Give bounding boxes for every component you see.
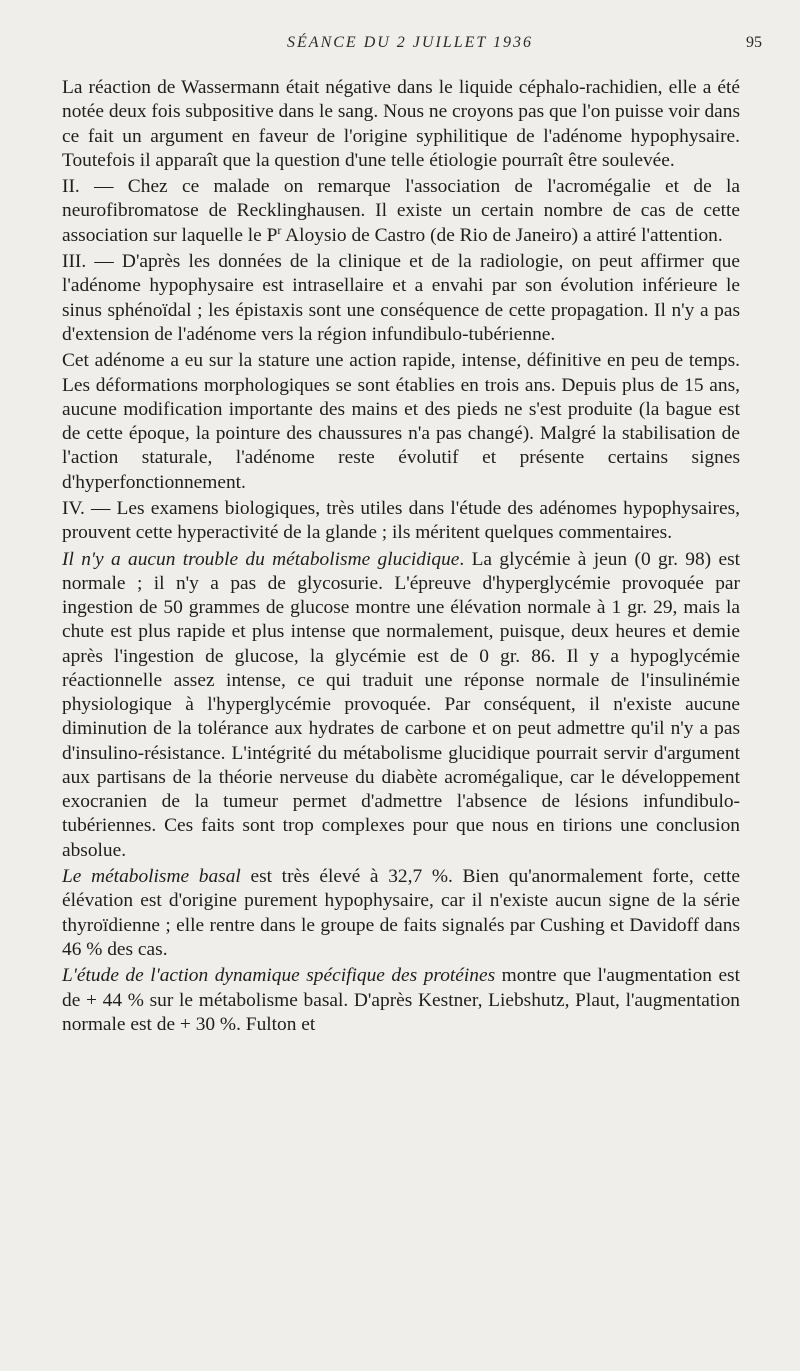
paragraph-section-ii-text: II. — Chez ce malade on remarque l'association de l'acromégalie et de la neurofibromatose de Recklinghausen. Il existe un certain nombre de cas de cette association sur laquelle le P bbox=[62, 176, 740, 246]
paragraph-glucidic bbox=[62, 548, 740, 863]
running-title: SÉANCE DU 2 JUILLET 1936 bbox=[287, 34, 533, 51]
page-number: 95 bbox=[746, 34, 762, 51]
paragraph-section-iv: IV. — Les examens biologiques, très utiles dans l'étude des adénomes hypophysaires, prouvent cette hyperactivité de la glande ; ils méritent quelques commentaires. bbox=[62, 498, 740, 544]
glucidic-text: . La glycémie à jeun (0 gr. 98) est normale ; il n'y a pas de glycosurie. L'épreuve d'hyperglycémie provoquée par ingestion de 50 grammes de glucose montre une élévation normale à 1 gr. 29, mais la chute est plus rapide et plus intense que normalement, puisque, deux heures et demie après l'ingestion de glucose, la glycémie est de 0 gr. 86. Il y a hypoglycémie réactionnelle assez intense, ce qui traduit une réponse normale de l'insulinémie physiologique à l'hyperglycémie provoquée. Par conséquent, il n'existe aucune diminution de la tolérance aux hydrates de carbone et on peut admettre qu'il n'y a pas d'insulino-résistance. L'intégrité du métabolisme glucidique pourrait servir d'argument aux partisans de la théorie nerveuse du diabète acromégalique, car le développement exocranien de la tumeur permet d'admettre l'absence de lésions infundibulo-tubériennes. Ces faits sont trop complexes pour que nous en tirions une conclusion absolue. bbox=[62, 548, 741, 861]
basal-metabolism-heading: Le métabolisme basal bbox=[62, 866, 241, 888]
paragraph-section-ii-continued: Aloysio de Castro (de Rio de Janeiro) a attiré l'attention. bbox=[281, 224, 723, 246]
paragraph-dynamic-action bbox=[62, 964, 740, 1037]
dynamic-action-text: montre que l'augmentation est de + 44 % sur le métabolisme basal. D'après Kestner, Liebshutz, Plaut, l'augmentation normale est de + 30 %. Fulton et bbox=[62, 965, 740, 1035]
paragraph-stature: Cet adénome a eu sur la stature une action rapide, intense, définitive en peu de temps. Les déformations morphologiques se sont établies en trois ans. Depuis plus de 15 ans, aucune modification importante des mains et des pieds ne s'est produite (la bague est de cette époque, la pointure des chaussures n'a pas changé). Malgré la stabilisation de l'action staturale, l'adénome reste évolutif et présente certains signes d'hyperfonctionnement. bbox=[62, 350, 740, 493]
dynamic-action-heading: L'étude de l'action dynamique spécifique des protéines bbox=[62, 965, 496, 987]
paragraph-section-ii bbox=[62, 175, 740, 248]
body-text bbox=[62, 76, 740, 1037]
professor-superscript: r bbox=[277, 222, 282, 237]
paragraph-basal-metabolism bbox=[62, 865, 740, 962]
basal-metabolism-text: est très élevé à 32,7 %. Bien qu'anormalement forte, cette élévation est d'origine purement hypophysaire, car il n'existe aucun signe de la série thyroïdienne ; elle rentre dans le groupe de faits signalés par Cushing et Davidoff dans 46 % des cas. bbox=[62, 866, 740, 960]
glucidic-heading: Il n'y a aucun trouble du métabolisme glucidique bbox=[62, 548, 460, 570]
paragraph-section-iii: III. — D'après les données de la clinique et de la radiologie, on peut affirmer que l'adénome hypophysaire est intrasellaire et a envahi par son évolution inférieure le sinus sphénoïdal ; les épistaxis sont une conséquence de cette propagation. Il n'y a pas d'extension de l'adénome vers la région infundibulo-tubérienne. bbox=[62, 251, 740, 345]
running-header bbox=[60, 34, 760, 64]
paragraph-wassermann: La réaction de Wassermann était négative dans le liquide céphalo-rachidien, elle a été notée deux fois subpositive dans le sang. Nous ne croyons pas que l'on puisse voir dans ce fait un argument en faveur de l'origine syphilitique de l'adénome hypophysaire. Toutefois il apparaît que la question d'une telle étiologie pourraît être soulevée. bbox=[62, 77, 740, 171]
